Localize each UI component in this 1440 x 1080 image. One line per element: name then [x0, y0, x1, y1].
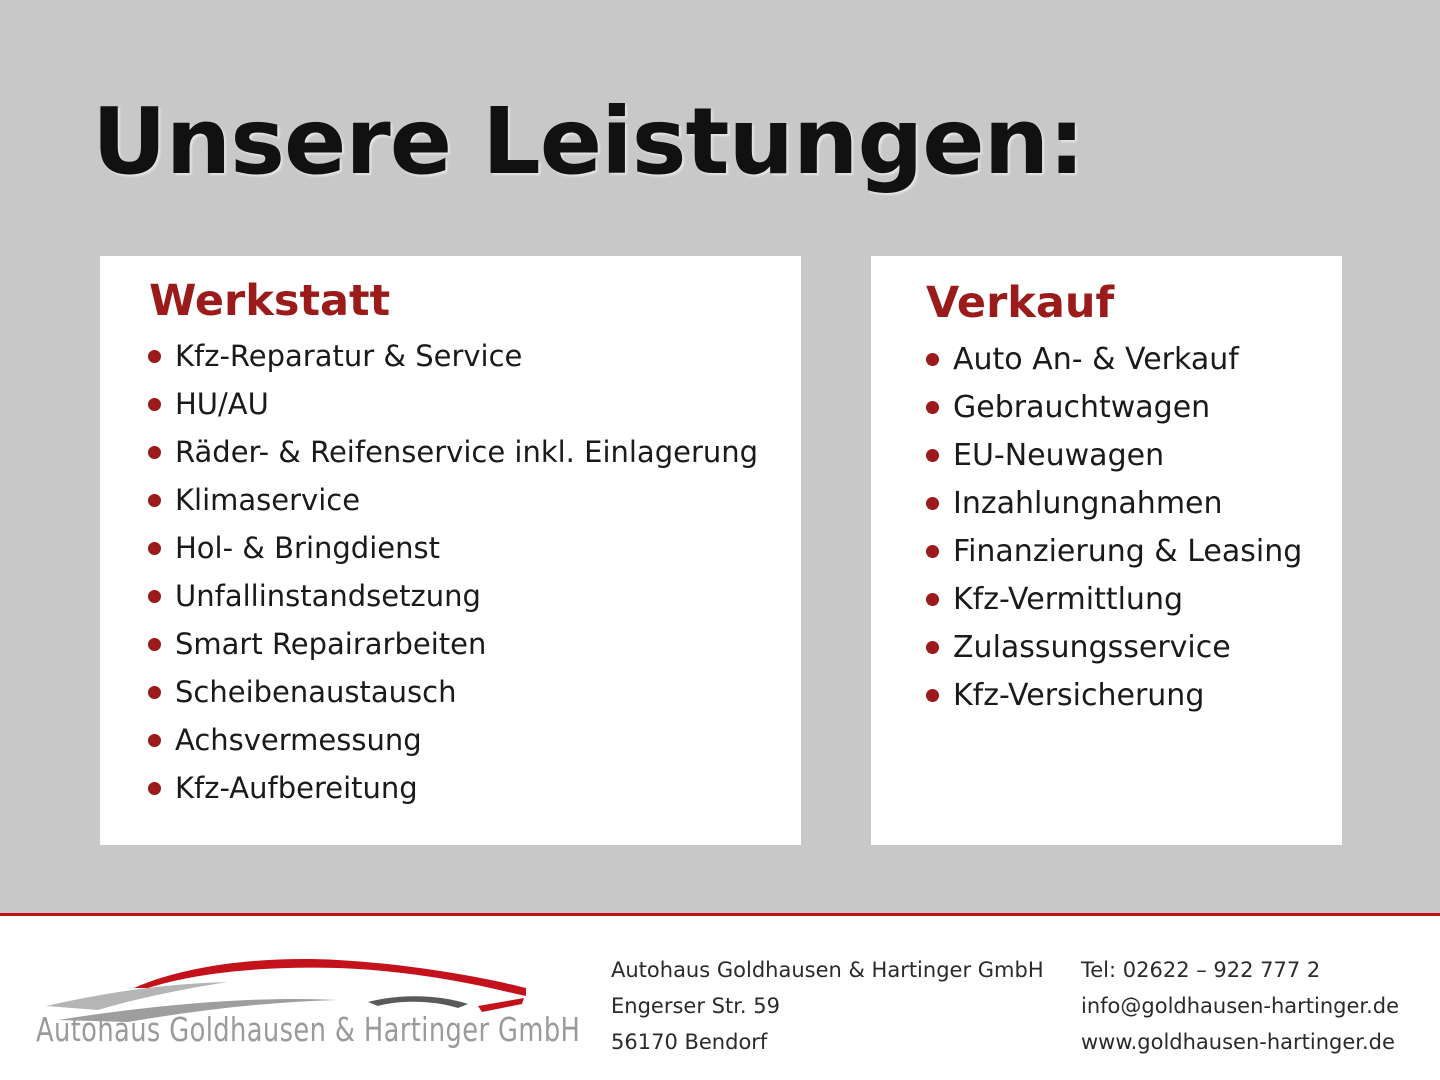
bullet-icon: [148, 494, 161, 507]
bullet-icon: [926, 593, 939, 606]
city: 56170 Bendorf: [611, 1030, 768, 1054]
list-item-label: Unfallinstandsetzung: [175, 579, 481, 613]
bullet-icon: [926, 497, 939, 510]
website-link[interactable]: www.goldhausen-hartinger.de: [1081, 1030, 1395, 1054]
verkauf-title: Verkauf: [926, 278, 1115, 328]
bullet-icon: [148, 446, 161, 459]
list-item: [148, 572, 758, 620]
bullet-icon: [148, 638, 161, 651]
list-item-label: Finanzierung & Leasing: [953, 533, 1303, 569]
werkstatt-list: [148, 332, 758, 812]
list-item: [926, 383, 1302, 431]
email-link[interactable]: info@goldhausen-hartinger.de: [1081, 994, 1400, 1018]
list-item: [926, 479, 1302, 527]
bullet-icon: [926, 401, 939, 414]
bullet-icon: [926, 689, 939, 702]
company-name: Autohaus Goldhausen & Hartinger GmbH: [611, 958, 1044, 982]
list-item-label: Smart Repairarbeiten: [175, 627, 487, 661]
list-item-label: Inzahlungnahmen: [953, 485, 1223, 521]
contact-block: [1081, 952, 1399, 1060]
bullet-icon: [926, 449, 939, 462]
list-item: [148, 428, 758, 476]
werkstatt-card: [100, 256, 801, 845]
phone: Tel: 02622 – 922 777 2: [1081, 958, 1321, 982]
list-item-label: Kfz-Reparatur & Service: [175, 339, 523, 373]
list-item-label: Scheibenaustausch: [175, 675, 457, 709]
bullet-icon: [148, 350, 161, 363]
bullet-icon: [148, 686, 161, 699]
logo-text: Autohaus Goldhausen & Hartinger GmbH: [36, 1010, 581, 1049]
list-item: [148, 380, 758, 428]
bullet-icon: [926, 353, 939, 366]
page-title: Unsere Leistungen:: [92, 88, 1084, 195]
list-item-label: Achsvermessung: [175, 723, 422, 757]
list-item-label: Gebrauchtwagen: [953, 389, 1211, 425]
list-item: [926, 527, 1302, 575]
list-item-label: Klimaservice: [175, 483, 361, 517]
list-item: [148, 716, 758, 764]
list-item: [926, 335, 1302, 383]
list-item: [148, 764, 758, 812]
list-item-label: Kfz-Versicherung: [953, 677, 1205, 713]
list-item-label: EU-Neuwagen: [953, 437, 1165, 473]
address-block: [611, 952, 1044, 1060]
list-item: [926, 671, 1302, 719]
list-item-label: Kfz-Aufbereitung: [175, 771, 418, 805]
list-item: [926, 431, 1302, 479]
list-item-label: HU/AU: [175, 387, 269, 421]
list-item: [926, 575, 1302, 623]
street: Engerser Str. 59: [611, 994, 780, 1018]
bullet-icon: [148, 542, 161, 555]
list-item-label: Räder- & Reifenservice inkl. Einlagerung: [175, 435, 759, 469]
bullet-icon: [926, 641, 939, 654]
list-item-label: Hol- & Bringdienst: [175, 531, 440, 565]
footer: [0, 916, 1440, 1080]
list-item: [148, 524, 758, 572]
bullet-icon: [148, 734, 161, 747]
list-item: [148, 476, 758, 524]
list-item: [148, 332, 758, 380]
list-item-label: Zulassungsservice: [953, 629, 1231, 665]
werkstatt-title: Werkstatt: [149, 276, 391, 326]
verkauf-card: [871, 256, 1342, 845]
list-item: [148, 620, 758, 668]
bullet-icon: [926, 545, 939, 558]
bullet-icon: [148, 398, 161, 411]
list-item-label: Auto An- & Verkauf: [953, 341, 1239, 377]
list-item: [926, 623, 1302, 671]
verkauf-list: [926, 335, 1302, 719]
list-item-label: Kfz-Vermittlung: [953, 581, 1183, 617]
bullet-icon: [148, 782, 161, 795]
bullet-icon: [148, 590, 161, 603]
list-item: [148, 668, 758, 716]
